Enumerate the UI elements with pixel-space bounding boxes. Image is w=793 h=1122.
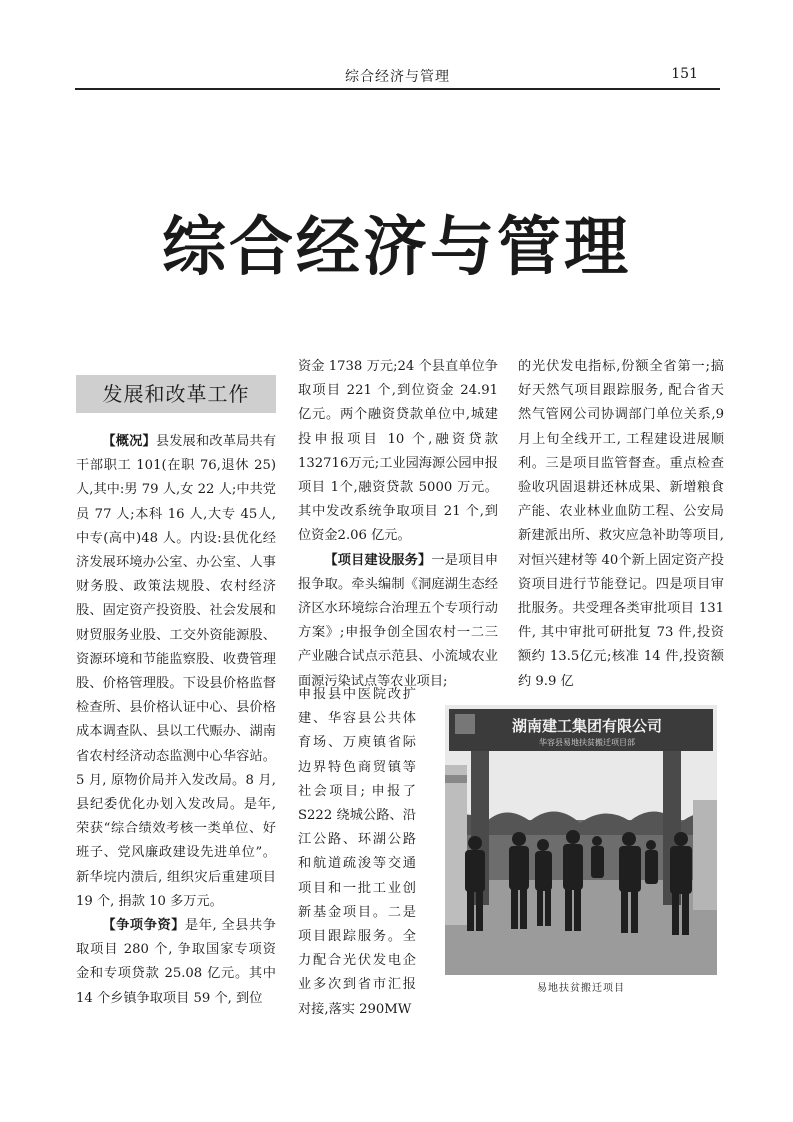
company-logo-icon: [455, 714, 475, 734]
paragraph-funding-continued: 资金 1738 万元;24 个县直单位争取项目 221 个,到位资金 24.91 亿元。两个融资贷款单位中,城建投申报项目 10 个,融资贷款 132716万元;工业园海源公园申报项目 1个,融资贷款 5000 万元。其中发改系统争取项目 21 个,到位资金2.06 亿元。: [298, 359, 498, 544]
text-column-1: [76, 430, 276, 1011]
paragraph-overview: [76, 430, 276, 914]
section-heading: 发展和改革工作: [76, 375, 276, 413]
paragraph-project-service: [298, 549, 498, 694]
chapter-title: 综合经济与管理: [162, 210, 631, 285]
paragraph-text: 县发展和改革局共有干部职工 101(在职 76,退休 25)人,其中:男 79 人,女 22 人;中共党员 77 人;本科 16 人,大专 45人,中专(高中)48 人。内设:县优化经济发展环境办公室、办公室、人事财务股、政策法规股、农村经济股、固定资产投资股、社会发展和财贸服务业股、工交外资能源股、资源环境和节能监察股、收费管理股、价格管理股。下设县价格监督检查所、县价格认证中心、县价格成本调查队、县以工代赈办、湖南省农村经济动态监测中心华容站。5 月, 原物价局并入发改局。8 月,县纪委优化办划入发改局。是年,荣获“综合绩效考核一类单位、好班子、党风廉政建设先进单位”。 新华垸内溃后, 组织灾后重建项目 19 个, 捐款 10 多万元。: [76, 434, 277, 909]
paragraph-project-service-end: 的光伏发电指标,份额全省第一;搞好天然气项目跟踪服务, 配合省天然气管网公司协调部门单位关系,9 月上旬全线开工, 工程建设进展顺利。三是项目监管督查。重点检查验收巩固退耕还林成果、新增粮食产能、农业林业血防工程、公安局新建派出所、救灾应急补助等项目, 对恒兴建材等 40个新上固定资产投资项目进行节能登记。四是项目审批服务。共受理各类审批项目 131 件, 其中审批可研批复 73 件,投资额约 13.5亿元;核准 14 件,投资额约 9.9 亿: [518, 359, 724, 689]
paragraph-label: 【争项争资】: [102, 918, 185, 934]
gate-sign-line1: 湖南建工集团有限公司: [511, 717, 663, 735]
paragraph-label: 【概况】: [102, 434, 156, 449]
paragraph-project-service-continued: 申报县中医院改扩建、华容县公共体育场、万庾镇省际边界特色商贸镇等社会项目; 申报了S222 绕城公路、沿江公路、环湖公路和航道疏浚等交通项目和一批工业创新基金项目。二是项目跟踪服务。全力配合光伏发电企业多次到省市汇报对接,落实 290MW: [298, 687, 416, 1017]
running-header: [75, 60, 720, 90]
text-column-3: [518, 355, 724, 694]
running-title: 综合经济与管理: [345, 69, 450, 85]
page-number: 151: [671, 66, 698, 82]
text-column-2: [298, 355, 498, 694]
photo-relocation-project: [445, 705, 717, 975]
paragraph-label: 【项目建设服务】: [324, 552, 432, 568]
paragraph-funding: [76, 914, 276, 1011]
text-column-2-narrow: [298, 683, 416, 1022]
paragraph-text: 是年, 全县共争取项目 280 个, 争取国家专项资金和专项贷款 25.08 亿元。其中 14 个乡镇争取项目 59 个, 到位: [76, 918, 276, 1006]
paragraph-text: 一是项目申报争取。牵头编制《洞庭湖生态经济区水环境综合治理五个专项行动方案》;申报争创全国农村一二三产业融合试点示范县、小流域农业面源污染试点等农业项目;: [298, 552, 499, 689]
photo-caption: 易地扶贫搬迁项目: [537, 983, 625, 994]
header-rule: [75, 88, 720, 90]
gate-sign-line2: 华容县易地扶贫搬迁项目部: [539, 738, 635, 747]
